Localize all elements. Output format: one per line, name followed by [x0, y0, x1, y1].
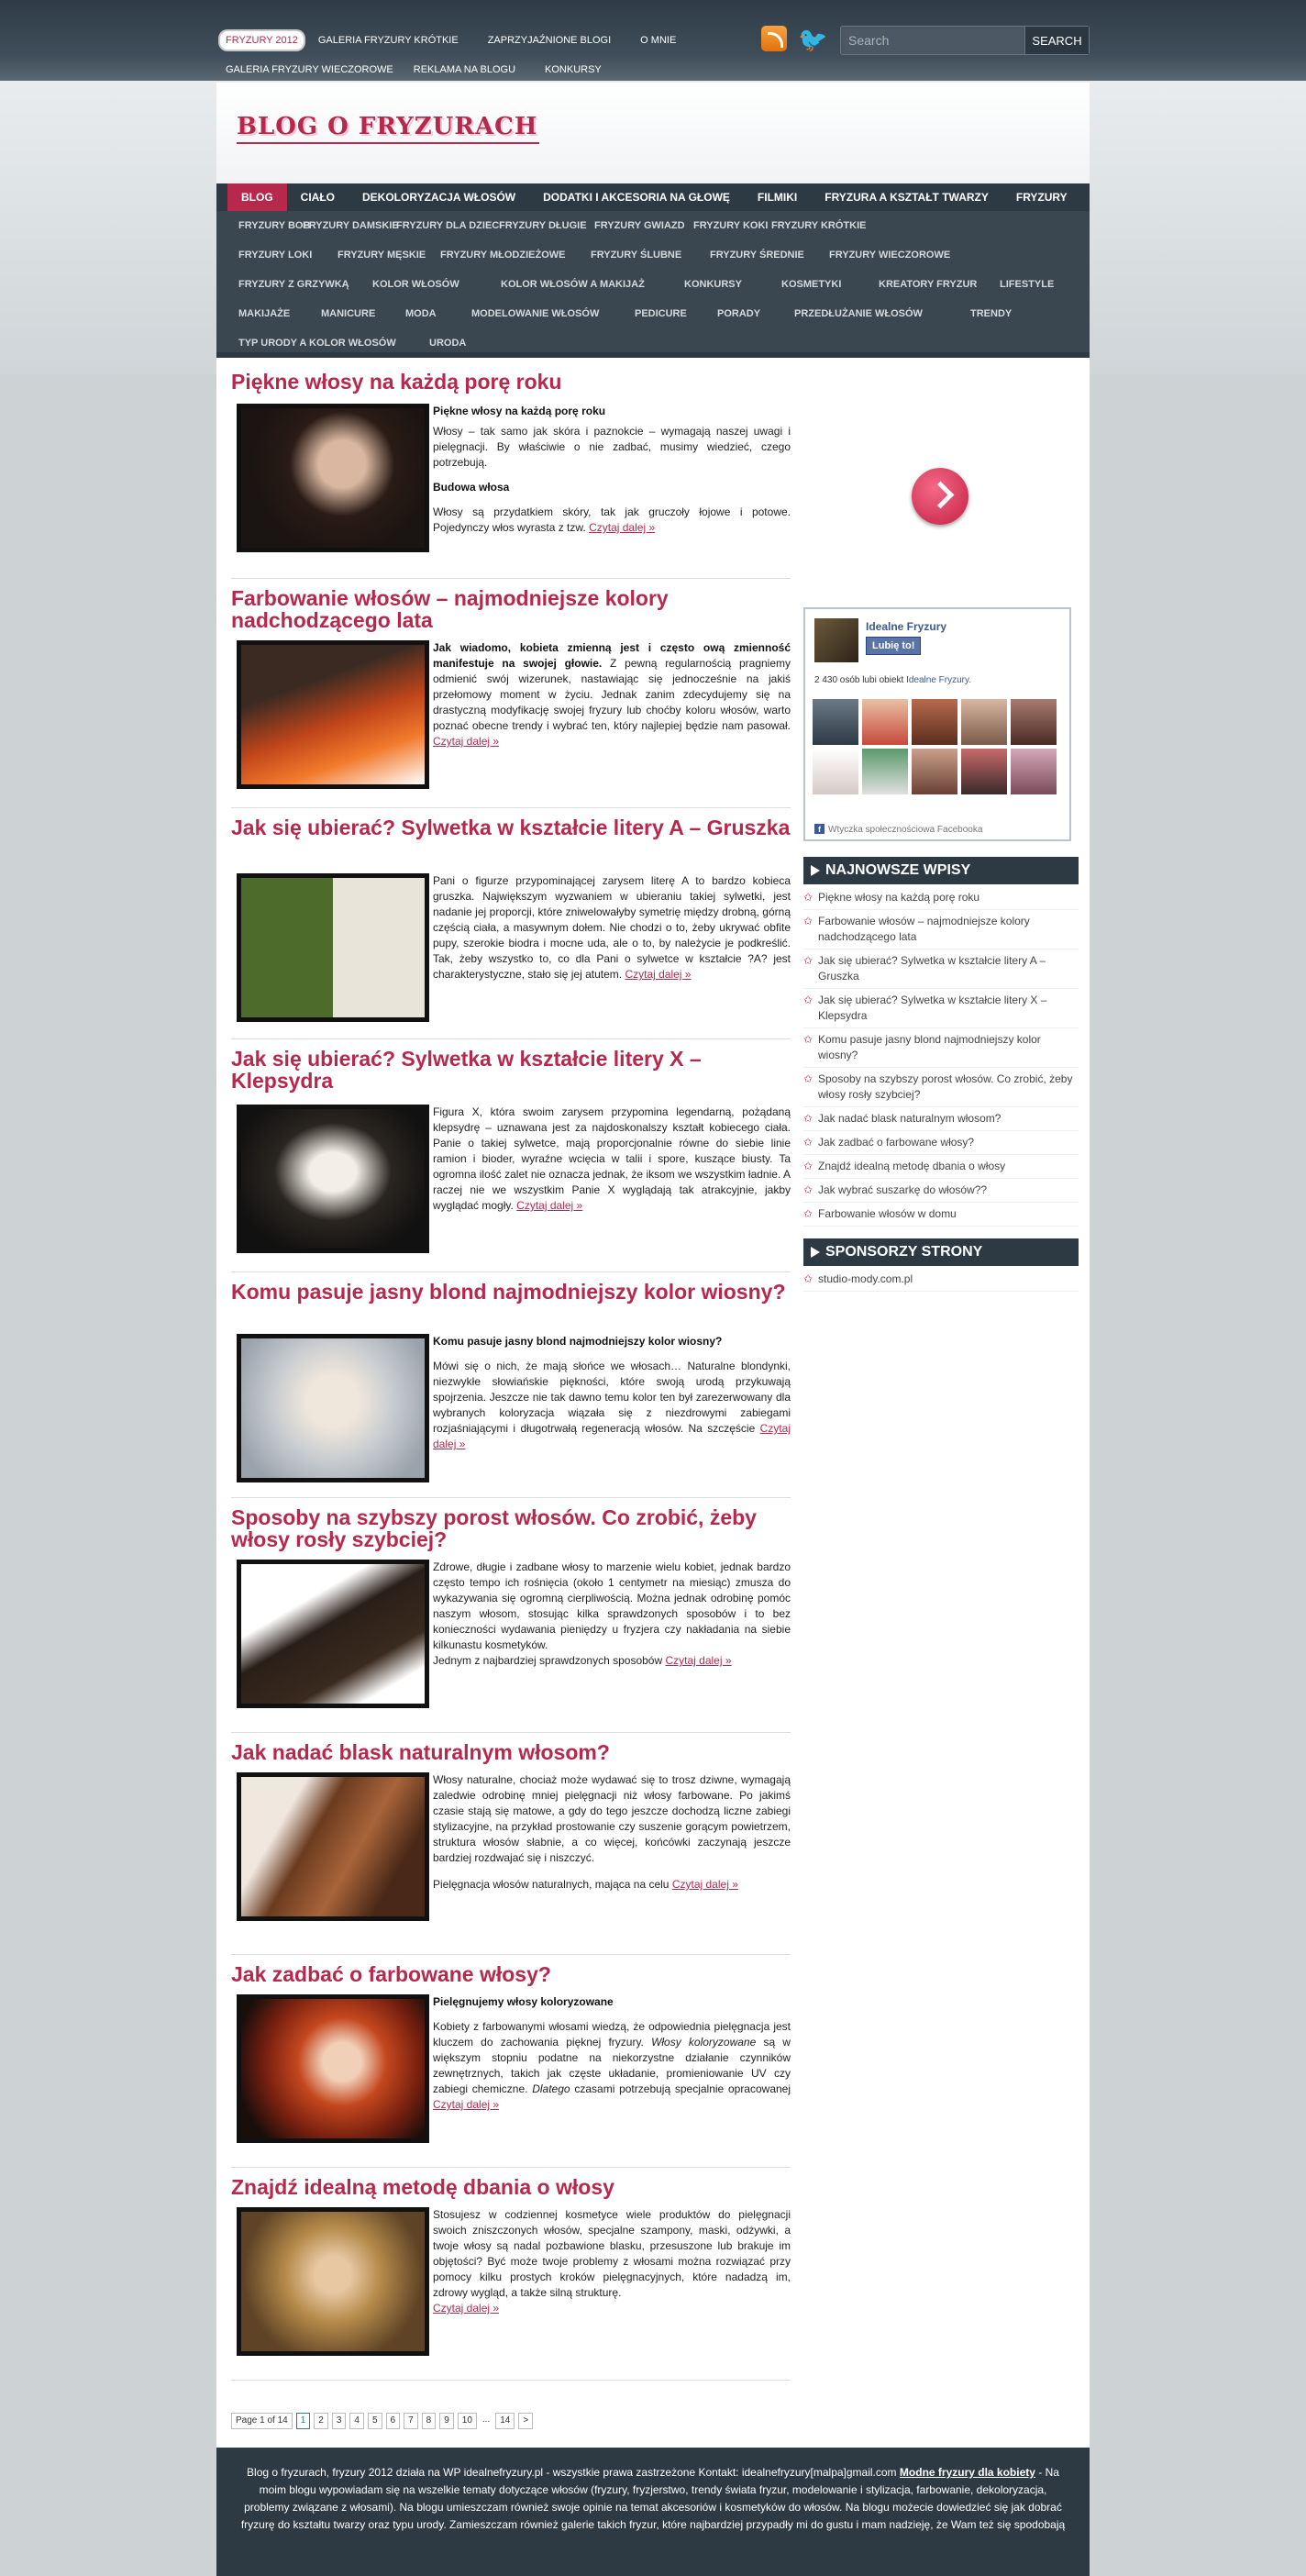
latest-post-link[interactable]: ✩ Jak nadać blask naturalnym włosom? — [803, 1107, 1079, 1131]
next-arrow-icon[interactable] — [912, 468, 968, 525]
post-separator — [231, 2167, 791, 2168]
post-paragraph: Włosy naturalne, chociaż może wydawać się to trosz dziwne, wymagają zaledwie odrobinę mniej pielęgnacji niż włosy farbowane. Po jakimś czasie stają się matowe, a gdy do tego jeszcze dochodzą liczne zabiegi stylizacyjne, na przykład prostowanie czy suszenie gorącym powietrzem, struktura włosów słabnie, a co więcej, końcówki zaczynają jeszcze bardziej rozdwajać się i niszczyć. — [433, 1773, 791, 1864]
latest-posts-header: NAJNOWSZE WPISY — [803, 857, 1079, 884]
fb-count-text: 2 430 osób lubi obiekt — [814, 675, 904, 685]
fb-like-button[interactable]: Lubię to! — [866, 637, 921, 655]
post-separator — [231, 1038, 791, 1039]
topnav-reklama[interactable]: REKLAMA NA BLOGU — [413, 64, 516, 75]
facebook-like-box — [803, 607, 1071, 841]
post-image[interactable] — [237, 1560, 429, 1708]
post — [231, 586, 791, 748]
post-subtitle: Piękne włosy na każdą porę roku — [433, 405, 606, 417]
rss-icon[interactable] — [761, 26, 787, 51]
post-subtitle: Pielęgnujemy włosy koloryzowane — [433, 1995, 614, 2008]
page-link[interactable]: 9 — [439, 2413, 454, 2429]
fan-avatar[interactable] — [961, 699, 1007, 745]
menu-dodatki[interactable]: DODATKI I AKCESORIA NA GŁOWĘ — [543, 191, 730, 204]
site-logo[interactable]: BLOG O FRYZURACH — [237, 113, 538, 140]
submenu-item[interactable]: URODA — [429, 338, 467, 349]
submenu-item[interactable]: FRYZURY DLA DZIECI — [396, 220, 503, 231]
search-button[interactable]: SEARCH — [1024, 27, 1089, 54]
top-nav — [220, 31, 734, 90]
post — [231, 1962, 791, 2111]
post-lead: Jak wiadomo, kobieta zmienną jest i często ową zmienność manifestuje na swojej głowie. — [433, 641, 791, 670]
post-paragraph: Z pewną regularnością pragniemy odmienić swój wizerunek, nastawiając się jednocześnie na jakiś przełomowy moment w życiu. Jednak zanim zdecydujemy się na drastyczną modyfikację swojej fryzury lub choćby koloru włosów, warto poznać obecne trendy i wybrać ten, który najlepiej będzie nam pasował. — [433, 657, 791, 732]
fan-avatar[interactable] — [1011, 749, 1057, 794]
post-image[interactable] — [237, 404, 429, 552]
twitter-bird-icon[interactable]: 🐦 — [798, 26, 828, 53]
fan-avatar[interactable] — [813, 699, 858, 745]
submenu-item[interactable]: KOLOR WŁOSÓW A MAKIJAŻ — [501, 279, 645, 290]
post-title[interactable]: Jak nadać blask naturalnym włosom? — [231, 1740, 610, 1764]
fb-page-name[interactable]: Idealne Fryzury — [866, 620, 947, 633]
post-paragraph: Mówi się o nich, że mają słońce we włosach… Naturalne blondynki, niezwykłe słowiańskie piękności, które swoją urodą przykuwają spojrzenia. Jeszcze nie tak dawno temu kolor ten był zarezerwowany dla wybranych koloryzacja wiązała się z niezdrowymi zabiegami rozjaśniającymi i długotrwałą regeneracją włosów. Na szczęście — [433, 1360, 791, 1435]
post — [231, 1505, 791, 1667]
post-paragraph: Włosy – tak samo jak skóra i paznokcie – wymagają naszej uwagi i pielęgnacji. By właściwie o nie zadbać, musimy wiedzieć, czego potrzebują. — [433, 425, 791, 469]
submenu-item[interactable]: KONKURSY — [684, 279, 742, 290]
latest-post-link[interactable]: ✩ Sposoby na szybszy porost włosów. Co zrobić, żeby włosy rosły szybciej? — [803, 1068, 1079, 1107]
logo-underline — [237, 142, 539, 144]
post-paragraph: są w większym stopniu podatne na niekorzystne działanie czynników zewnętrznych, takich jak częste układanie, promieniowanie UV czy zabiegi chemiczne. — [433, 2036, 791, 2095]
post-subtitle: Komu pasuje jasny blond najmodniejszy kolor wiosny? — [433, 1335, 723, 1348]
submenu-item[interactable]: FRYZURY DAMSKIE — [303, 220, 399, 231]
post-title[interactable]: Znajdź idealną metodę dbania o włosy — [231, 2175, 614, 2199]
menu-fryzura-ksztalt[interactable]: FRYZURA A KSZTAŁT TWARZY — [825, 191, 989, 204]
page-link[interactable]: 8 — [422, 2413, 437, 2429]
post-image[interactable] — [237, 640, 429, 789]
footer-text: - Na moim blogu wypowiadam się na wszelkie tematy dotyczące włosów (fryzury, fryzjerstwo, trendy świata fryzur, modelowanie i stylizacja, farbowanie, dekoloryzacja, problemy związane z włosami). Na blogu umieszczam również swoje opinie na temat akcesoriów i kosmetyków do włosów. Na blogu możecie dowiedzieć się jak dobrać fryzurę do kształtu twarzy oraz typu urody. Zamieszczam również galerie takich fryzur, które najbardziej przypadły mi do gustu i mam nadzieję, że Wam też się spodobają — [240, 2466, 1066, 2531]
latest-post-link[interactable]: ✩ Jak zadbać o farbowane włosy? — [803, 1131, 1079, 1155]
post-image[interactable] — [237, 1105, 429, 1253]
footer-link[interactable]: Modne fryzury dla kobiety — [899, 2466, 1035, 2479]
main-content — [216, 358, 1090, 2448]
submenu-item[interactable]: MANICURE — [321, 308, 376, 319]
fan-avatar[interactable] — [912, 749, 957, 794]
post — [231, 816, 791, 981]
post-paragraph: Zdrowe, długie i zadbane włosy to marzenie wielu kobiet, jednak bardzo często tempo ich rośnięcia (około 1 centymetr na miesiąc) zmusza do wykazywania się ogromną cierpliwością. Można jednak odrobinę pomóc naszym włosom, stosując kilka sprawdzonych sposobów i to bez konieczności wydawania pieniędzy u fryzjera czy nakładania na siebie kilkunastu kosmetyków. — [433, 1560, 791, 1651]
read-more-link[interactable]: Czytaj dalej » — [625, 968, 692, 981]
fb-plugin-footer: f Wtyczka społecznościowa Facebooka — [814, 824, 982, 835]
submenu-item[interactable]: FRYZURY ŚREDNIE — [710, 250, 804, 261]
read-more-link[interactable]: Czytaj dalej » — [433, 2098, 500, 2111]
pagination — [231, 2413, 537, 2433]
read-more-link[interactable]: Czytaj dalej » — [516, 1199, 583, 1212]
post-separator — [231, 1732, 791, 1733]
topnav-galeria-wieczorowe[interactable]: GALERIA FRYZURY WIECZOROWE — [226, 64, 393, 75]
post-excerpt — [433, 1772, 791, 1897]
post-title[interactable]: Sposoby na szybszy porost włosów. Co zrobić, żeby włosy rosły szybciej? — [231, 1505, 757, 1551]
post — [231, 1047, 791, 1212]
latest-post-link[interactable]: ✩ Farbowanie włosów – najmodniejsze kolory nadchodzącego lata — [803, 910, 1079, 949]
post-image[interactable] — [237, 1994, 429, 2143]
submenu-item[interactable]: FRYZURY KRÓTKIE — [771, 220, 867, 231]
submenu-item[interactable]: FRYZURY MĘSKIE — [338, 250, 426, 261]
post-excerpt — [433, 1994, 791, 2117]
submenu-item[interactable]: FRYZURY BOB — [238, 220, 311, 231]
post-paragraph: Figura X, która swoim zarysem przypomina legendarną, pożądaną klepsydrę – uznawana jest za najdoskonalszy kształt kobiecego ciała. Panie o takiej sylwetce, mają proporcjonalnie równe do siebie linie ramion i bioder, wyraźne wcięcia w talii i spore, kuszące biusty. Ta ogromna ilość zalet nie oznacza jednak, że iksom we wszystkim ładnie. A raczej nie we wszystkim Panie X wyglądają tak atrakcyjnie, jakby wyglądać mogły. — [433, 1105, 791, 1212]
submenu-item[interactable]: KOSMETYKI — [781, 279, 842, 290]
next-page-button[interactable]: > — [518, 2413, 533, 2429]
post-title[interactable]: Komu pasuje jasny blond najmodniejszy kolor wiosny? — [231, 1280, 786, 1304]
post-excerpt — [433, 1105, 791, 1218]
post-paragraph: Kobiety z farbowanymi włosami wiedzą, że odpowiednia pielęgnacja jest kluczem do zachowania pięknej fryzury. — [433, 2020, 791, 2049]
topnav-fryzury-2012[interactable]: FRYZURY 2012 — [220, 31, 304, 50]
post-title[interactable]: Jak zadbać o farbowane włosy? — [231, 1962, 551, 1986]
read-more-link[interactable]: Czytaj dalej » — [589, 521, 656, 534]
post-image[interactable] — [237, 1772, 429, 1921]
submenu-item[interactable]: LIFESTYLE — [1000, 279, 1055, 290]
read-more-link[interactable]: Czytaj dalej » — [433, 1422, 791, 1450]
submenu-item[interactable]: MAKIJAŻE — [238, 308, 291, 319]
menu-filmiki[interactable]: FILMIKI — [757, 191, 798, 204]
read-more-link[interactable]: Czytaj dalej » — [671, 1878, 738, 1891]
fan-avatar[interactable] — [961, 749, 1007, 794]
post-excerpt — [433, 640, 791, 754]
site-header — [216, 83, 1090, 183]
fan-avatar[interactable] — [813, 749, 858, 794]
fb-count-link[interactable]: Idealne Fryzury. — [906, 675, 972, 685]
latest-post-link[interactable]: ✩ Jak się ubierać? Sylwetka w kształcie litery X – Klepsydra — [803, 989, 1079, 1028]
post — [231, 1740, 791, 1891]
submenu-item[interactable]: PRZEDŁUŻANIE WŁOSÓW — [794, 308, 923, 319]
page-label: Page 1 of 14 — [231, 2413, 293, 2429]
post-image[interactable] — [237, 2207, 429, 2356]
post-excerpt — [433, 1334, 791, 1457]
menu-blog[interactable]: BLOG — [227, 183, 287, 211]
latest-post-link[interactable]: ✩ Farbowanie włosów w domu — [803, 1203, 1079, 1227]
post-image[interactable] — [237, 873, 429, 1022]
topnav-galeria-krotkie[interactable]: GALERIA FRYZURY KRÓTKIE — [317, 35, 459, 46]
submenu-item[interactable]: FRYZURY Z GRZYWKĄ — [238, 279, 349, 290]
post-excerpt — [433, 2207, 791, 2321]
submenu-item[interactable]: FRYZURY GWIAZD — [594, 220, 685, 231]
submenu-item[interactable]: PORADY — [717, 308, 761, 319]
post — [231, 2175, 791, 2315]
fan-avatar[interactable] — [862, 749, 908, 794]
read-more-link[interactable]: Czytaj dalej » — [433, 735, 500, 748]
menu-cialo[interactable]: CIAŁO — [300, 191, 336, 204]
page-link[interactable]: 5 — [368, 2413, 382, 2429]
read-more-link[interactable]: Czytaj dalej » — [665, 1654, 732, 1667]
topnav-zaprzyjaznione-blogi[interactable]: ZAPRZYJAŹNIONE BLOGI — [487, 35, 612, 46]
submenu-item[interactable]: FRYZURY LOKI — [238, 250, 313, 261]
submenu-item[interactable]: FRYZURY KOKI — [693, 220, 769, 231]
post-separator — [231, 1497, 791, 1498]
fan-avatar[interactable] — [1011, 699, 1057, 745]
sponsors-list — [803, 1268, 1079, 1292]
post-separator — [231, 2380, 791, 2381]
post-separator — [231, 1954, 791, 1955]
submenu-item[interactable]: FRYZURY WIECZOROWE — [829, 250, 951, 261]
post-separator — [231, 807, 791, 808]
menu-fryzury[interactable]: FRYZURY — [1015, 191, 1068, 204]
post-heading: Budowa włosa — [433, 481, 510, 494]
submenu-item[interactable]: KREATORY FRYZUR — [879, 279, 978, 290]
submenu-item[interactable]: MODELOWANIE WŁOSÓW — [471, 308, 600, 319]
post-paragraph: Jednym z najbardziej sprawdzonych sposobów — [433, 1654, 663, 1667]
post-excerpt — [433, 873, 791, 987]
page-avatar[interactable] — [814, 618, 858, 662]
post — [231, 1280, 791, 1450]
page-ellipsis: ... — [481, 2415, 491, 2425]
main-menu — [216, 183, 1090, 211]
topnav-o-mnie[interactable]: O MNIE — [640, 35, 677, 46]
fb-faces — [813, 699, 1060, 798]
post-emphasis: Dlatego — [532, 2082, 570, 2095]
latest-post-link[interactable]: ✩ Komu pasuje jasny blond najmodniejszy kolor wiosny? — [803, 1028, 1079, 1068]
topnav-konkursy[interactable]: KONKURSY — [545, 64, 602, 75]
post-paragraph: Stosujesz w codziennej kosmetyce wiele produktów do pielęgnacji swoich zniszczonych włosów, specjalne szampony, maski, odżywki, a twoje włosy są nadal pozbawione blasku, przesuszone lub brakuje im objętości? Być może twoje problemy z włosami można rozwiązać przy pomocy kilku prostych kroków pielęgnacyjnych, które nadadzą im, zdrowy wygląd, a także silną strukturę. — [433, 2208, 791, 2299]
sponsors-header: SPONSORZY STRONY — [803, 1238, 1079, 1266]
site-footer — [216, 2448, 1090, 2576]
submenu-item[interactable]: TRENDY — [970, 308, 1013, 319]
post-image[interactable] — [237, 1334, 429, 1482]
submenu-item[interactable]: MODA — [405, 308, 437, 319]
post-paragraph: Włosy są przydatkiem skóry, tak jak gruczoły łojowe i potowe. Pojedynczy włos wyrasta z tzw. — [433, 505, 791, 534]
post-paragraph: czasami potrzebują specjalnie opracowanej — [574, 2082, 791, 2095]
latest-post-link[interactable]: ✩ Jak się ubierać? Sylwetka w kształcie litery A – Gruszka — [803, 949, 1079, 989]
page-link[interactable]: 1 — [296, 2413, 311, 2429]
submenu-item[interactable]: PEDICURE — [635, 308, 687, 319]
fan-avatar[interactable] — [912, 699, 957, 745]
post-title[interactable]: Farbowanie włosów – najmodniejsze kolory nadchodzącego lata — [231, 586, 669, 632]
page-link[interactable]: 10 — [458, 2413, 477, 2429]
page-link[interactable]: 3 — [332, 2413, 347, 2429]
post-paragraph: Pielęgnacja włosów naturalnych, mająca na celu — [433, 1878, 670, 1891]
latest-post-link[interactable]: ✩ Piękne włosy na każdą porę roku — [803, 886, 1079, 910]
page-link[interactable]: 2 — [314, 2413, 328, 2429]
submenu-item[interactable]: FRYZURY ŚLUBNE — [591, 250, 682, 261]
search-input[interactable] — [845, 29, 1023, 51]
sponsor-link[interactable]: ✩ studio-mody.com.pl — [803, 1268, 1079, 1292]
submenu-item[interactable]: FRYZURY DŁUGIE — [499, 220, 587, 231]
page-link[interactable]: 4 — [349, 2413, 364, 2429]
post — [231, 370, 791, 534]
post-title[interactable]: Jak się ubierać? Sylwetka w kształcie litery X – Klepsydra — [231, 1047, 702, 1093]
submenu-item[interactable]: FRYZURY MŁODZIEŻOWE — [440, 250, 566, 261]
post-excerpt — [433, 404, 791, 540]
page-link[interactable]: 6 — [386, 2413, 401, 2429]
search-box — [840, 26, 1090, 55]
post-separator — [231, 578, 791, 579]
post-separator — [231, 1271, 791, 1272]
read-more-link[interactable]: Czytaj dalej » — [433, 2302, 500, 2315]
sub-menu — [216, 211, 1090, 358]
menu-dekoloryzacja[interactable]: DEKOLORYZACJA WŁOSÓW — [362, 191, 516, 204]
fan-avatar[interactable] — [862, 699, 908, 745]
post-excerpt — [433, 1560, 791, 1673]
latest-posts-list — [803, 886, 1079, 1227]
submenu-item[interactable]: TYP URODY A KOLOR WŁOSÓW — [238, 338, 396, 349]
page-link[interactable]: 14 — [495, 2413, 515, 2429]
latest-post-link[interactable]: ✩ Znajdź idealną metodę dbania o włosy — [803, 1155, 1079, 1179]
post-emphasis: Włosy koloryzowane — [651, 2036, 757, 2049]
page-link[interactable]: 7 — [404, 2413, 418, 2429]
post-title[interactable]: Jak się ubierać? Sylwetka w kształcie litery A – Gruszka — [231, 816, 791, 839]
post-title[interactable]: Piękne włosy na każdą porę roku — [231, 370, 562, 394]
submenu-item[interactable]: KOLOR WŁOSÓW — [372, 279, 459, 290]
latest-post-link[interactable]: ✩ Jak wybrać suszarkę do włosów?? — [803, 1179, 1079, 1203]
footer-text: Blog o fryzurach, fryzury 2012 działa na WP idealnefryzury.pl - wszystkie prawa zastrzeżone Kontakt: idealnefryzury[malpa]gmail.com — [247, 2466, 897, 2479]
post-paragraph: Pani o figurze przypominającej zarysem literę A to bardzo kobieca gruszka. Największym wyzwaniem w ubieraniu takiej sylwetki, jest nadanie jej proporcji, które zniwelowałyby symetrię między drobną, górną częścią ciała, a masywnym dołem. Nie chodzi o to, żeby ukrywać obfite pupy, szerokie biodra i mocne uda, ale o to, by należycie je podkreślić. Tak, żeby wszystko to, co dla Pani o sylwetce w kształcie ?A? jest charakterystyczne, stało się jej atutem. — [433, 874, 791, 981]
fb-like-count — [814, 675, 971, 685]
